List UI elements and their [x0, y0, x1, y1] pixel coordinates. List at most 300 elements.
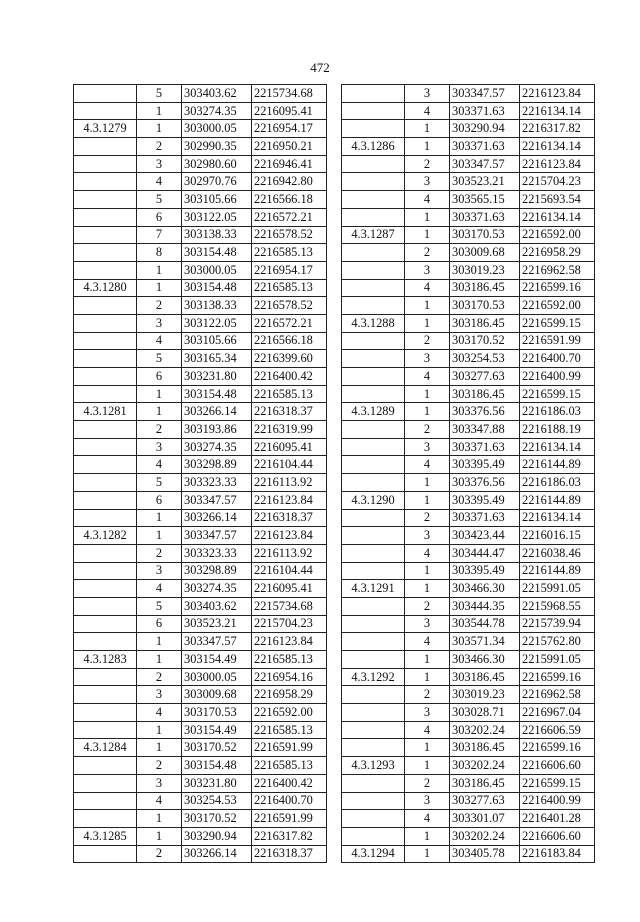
point-number-cell: 2: [405, 509, 450, 527]
point-number-cell: 4: [405, 810, 450, 828]
parcel-id-cell: [74, 810, 137, 828]
parcel-id-cell: [342, 544, 405, 562]
x-coordinate-cell: 303347.57: [450, 155, 520, 173]
parcel-id-cell: [342, 686, 405, 704]
table-row: [342, 757, 595, 775]
y-coordinate-cell: 2216599.16: [520, 668, 595, 686]
x-coordinate-cell: 303019.23: [450, 261, 520, 279]
table-row: [342, 314, 595, 332]
parcel-id-cell: [342, 297, 405, 315]
table-row: [342, 244, 595, 262]
point-number-cell: 2: [137, 845, 182, 863]
x-coordinate-cell: 303371.63: [450, 509, 520, 527]
x-coordinate-cell: 303186.45: [450, 668, 520, 686]
y-coordinate-cell: 2216606.60: [520, 827, 595, 845]
x-coordinate-cell: 302980.60: [182, 155, 252, 173]
point-number-cell: 1: [137, 261, 182, 279]
x-coordinate-cell: 303371.63: [450, 102, 520, 120]
table-row: [342, 438, 595, 456]
table-row: [342, 774, 595, 792]
table-row: [74, 155, 327, 173]
parcel-id-cell: [74, 102, 137, 120]
parcel-id-cell: [74, 314, 137, 332]
point-number-cell: 1: [405, 651, 450, 669]
y-coordinate-cell: 2216318.37: [252, 509, 327, 527]
y-coordinate-cell: 2216592.00: [520, 226, 595, 244]
y-coordinate-cell: 2216599.15: [520, 385, 595, 403]
y-coordinate-cell: 2216134.14: [520, 102, 595, 120]
y-coordinate-cell: 2216318.37: [252, 845, 327, 863]
parcel-id-cell: [74, 845, 137, 863]
parcel-id-cell: [74, 615, 137, 633]
y-coordinate-cell: 2216954.16: [252, 668, 327, 686]
x-coordinate-cell: 303105.66: [182, 191, 252, 209]
point-number-cell: 2: [405, 686, 450, 704]
parcel-id-cell: [74, 686, 137, 704]
y-coordinate-cell: 2215734.68: [252, 85, 327, 103]
y-coordinate-cell: 2216400.42: [252, 368, 327, 386]
point-number-cell: 2: [405, 332, 450, 350]
y-coordinate-cell: 2215704.23: [520, 173, 595, 191]
x-coordinate-cell: 303376.56: [450, 403, 520, 421]
x-coordinate-cell: 303571.34: [450, 633, 520, 651]
table-row: [342, 474, 595, 492]
x-coordinate-cell: 303266.14: [182, 845, 252, 863]
x-coordinate-cell: 303298.89: [182, 562, 252, 580]
table-row: [342, 173, 595, 191]
point-number-cell: 4: [137, 704, 182, 722]
x-coordinate-cell: 303000.05: [182, 668, 252, 686]
y-coordinate-cell: 2216585.13: [252, 757, 327, 775]
point-number-cell: 2: [137, 297, 182, 315]
point-number-cell: 1: [137, 527, 182, 545]
point-number-cell: 1: [405, 314, 450, 332]
x-coordinate-cell: 303376.56: [450, 474, 520, 492]
table-row: [74, 739, 327, 757]
point-number-cell: 5: [137, 191, 182, 209]
x-coordinate-cell: 303347.88: [450, 421, 520, 439]
table-row: [342, 491, 595, 509]
x-coordinate-cell: 303523.21: [450, 173, 520, 191]
point-number-cell: 1: [137, 810, 182, 828]
y-coordinate-cell: 2216599.15: [520, 774, 595, 792]
point-number-cell: 6: [137, 368, 182, 386]
table-row: [74, 173, 327, 191]
point-number-cell: 1: [137, 651, 182, 669]
point-number-cell: 4: [405, 544, 450, 562]
parcel-id-cell: [342, 827, 405, 845]
table-row: [74, 580, 327, 598]
table-row: [342, 421, 595, 439]
point-number-cell: 2: [405, 155, 450, 173]
point-number-cell: 4: [137, 456, 182, 474]
y-coordinate-cell: 2216400.70: [520, 350, 595, 368]
parcel-id-cell: [342, 615, 405, 633]
parcel-id-cell: [342, 244, 405, 262]
point-number-cell: 3: [405, 704, 450, 722]
table-row: [74, 774, 327, 792]
parcel-id-cell: [342, 208, 405, 226]
x-coordinate-cell: 303290.94: [450, 120, 520, 138]
point-number-cell: 4: [405, 368, 450, 386]
point-number-cell: 4: [405, 279, 450, 297]
x-coordinate-cell: 303274.35: [182, 580, 252, 598]
y-coordinate-cell: 2216585.13: [252, 279, 327, 297]
table-row: [342, 739, 595, 757]
point-number-cell: 6: [137, 615, 182, 633]
table-row: [342, 704, 595, 722]
x-coordinate-cell: 303202.24: [450, 757, 520, 775]
parcel-id-cell: [342, 155, 405, 173]
parcel-id-cell: [342, 332, 405, 350]
point-number-cell: 5: [137, 85, 182, 103]
x-coordinate-cell: 303403.62: [182, 85, 252, 103]
x-coordinate-cell: 303122.05: [182, 314, 252, 332]
parcel-id-cell: 4.3.1284: [74, 739, 137, 757]
parcel-id-cell: [342, 527, 405, 545]
parcel-id-cell: [342, 509, 405, 527]
parcel-id-cell: [342, 633, 405, 651]
x-coordinate-cell: 303186.45: [450, 739, 520, 757]
table-row: [74, 85, 327, 103]
parcel-id-cell: [74, 704, 137, 722]
table-row: [74, 757, 327, 775]
parcel-id-cell: [342, 792, 405, 810]
y-coordinate-cell: 2215704.23: [252, 615, 327, 633]
y-coordinate-cell: 2216591.99: [520, 332, 595, 350]
y-coordinate-cell: 2216123.84: [252, 633, 327, 651]
parcel-id-cell: [342, 261, 405, 279]
table-row: [74, 474, 327, 492]
x-coordinate-cell: 303170.52: [450, 332, 520, 350]
x-coordinate-cell: 303186.45: [450, 279, 520, 297]
point-number-cell: 4: [405, 456, 450, 474]
y-coordinate-cell: 2215734.68: [252, 597, 327, 615]
table-row: [74, 544, 327, 562]
x-coordinate-cell: 303277.63: [450, 368, 520, 386]
table-row: [74, 261, 327, 279]
y-coordinate-cell: 2215693.54: [520, 191, 595, 209]
x-coordinate-cell: 303395.49: [450, 562, 520, 580]
point-number-cell: 1: [405, 668, 450, 686]
x-coordinate-cell: 303170.53: [450, 297, 520, 315]
parcel-id-cell: [74, 155, 137, 173]
x-coordinate-cell: 303154.49: [182, 651, 252, 669]
y-coordinate-cell: 2216095.41: [252, 438, 327, 456]
point-number-cell: 2: [405, 597, 450, 615]
table-row: [342, 633, 595, 651]
y-coordinate-cell: 2216585.13: [252, 244, 327, 262]
y-coordinate-cell: 2215968.55: [520, 597, 595, 615]
x-coordinate-cell: 303405.78: [450, 845, 520, 863]
parcel-id-cell: [74, 792, 137, 810]
x-coordinate-cell: 303009.68: [182, 686, 252, 704]
x-coordinate-cell: 303154.48: [182, 279, 252, 297]
point-number-cell: 1: [405, 491, 450, 509]
parcel-id-cell: [74, 244, 137, 262]
table-row: [74, 191, 327, 209]
table-row: [342, 562, 595, 580]
table-row: [342, 686, 595, 704]
table-row: [74, 350, 327, 368]
x-coordinate-cell: 303565.15: [450, 191, 520, 209]
table-row: [74, 226, 327, 244]
x-coordinate-cell: 303170.53: [182, 704, 252, 722]
table-row: [342, 509, 595, 527]
x-coordinate-cell: 303444.47: [450, 544, 520, 562]
table-row: [342, 792, 595, 810]
point-number-cell: 1: [405, 403, 450, 421]
y-coordinate-cell: 2215762.80: [520, 633, 595, 651]
point-number-cell: 4: [137, 580, 182, 598]
y-coordinate-cell: 2216104.44: [252, 456, 327, 474]
y-coordinate-cell: 2216967.04: [520, 704, 595, 722]
y-coordinate-cell: 2216104.44: [252, 562, 327, 580]
y-coordinate-cell: 2216606.59: [520, 721, 595, 739]
parcel-id-cell: [74, 562, 137, 580]
parcel-id-cell: 4.3.1290: [342, 491, 405, 509]
table-row: [342, 615, 595, 633]
x-coordinate-cell: 303403.62: [182, 597, 252, 615]
point-number-cell: 3: [405, 615, 450, 633]
y-coordinate-cell: 2216954.17: [252, 120, 327, 138]
y-coordinate-cell: 2216186.03: [520, 403, 595, 421]
point-number-cell: 4: [405, 721, 450, 739]
point-number-cell: 1: [405, 120, 450, 138]
y-coordinate-cell: 2216317.82: [520, 120, 595, 138]
parcel-id-cell: [342, 120, 405, 138]
point-number-cell: 5: [137, 474, 182, 492]
coordinates-table-left: [73, 84, 327, 863]
table-row: [74, 651, 327, 669]
x-coordinate-cell: 303395.49: [450, 456, 520, 474]
x-coordinate-cell: 303274.35: [182, 438, 252, 456]
point-number-cell: 1: [137, 120, 182, 138]
y-coordinate-cell: 2216592.00: [252, 704, 327, 722]
parcel-id-cell: [342, 191, 405, 209]
x-coordinate-cell: 303423.44: [450, 527, 520, 545]
y-coordinate-cell: 2216134.14: [520, 509, 595, 527]
y-coordinate-cell: 2216095.41: [252, 102, 327, 120]
parcel-id-cell: [74, 633, 137, 651]
x-coordinate-cell: 303154.48: [182, 244, 252, 262]
x-coordinate-cell: 303347.57: [182, 527, 252, 545]
parcel-id-cell: [74, 173, 137, 191]
parcel-id-cell: [74, 580, 137, 598]
point-number-cell: 2: [137, 668, 182, 686]
y-coordinate-cell: 2216591.99: [252, 810, 327, 828]
y-coordinate-cell: 2215739.94: [520, 615, 595, 633]
table-row: [74, 314, 327, 332]
x-coordinate-cell: 303138.33: [182, 226, 252, 244]
parcel-id-cell: [342, 474, 405, 492]
y-coordinate-cell: 2216606.60: [520, 757, 595, 775]
y-coordinate-cell: 2216038.46: [520, 544, 595, 562]
x-coordinate-cell: 303395.49: [450, 491, 520, 509]
point-number-cell: 3: [405, 438, 450, 456]
y-coordinate-cell: 2216578.52: [252, 297, 327, 315]
table-row: [342, 845, 595, 863]
table-row: [74, 279, 327, 297]
point-number-cell: 3: [137, 562, 182, 580]
table-row: [342, 385, 595, 403]
parcel-id-cell: [74, 597, 137, 615]
x-coordinate-cell: 303154.48: [182, 385, 252, 403]
point-number-cell: 7: [137, 226, 182, 244]
parcel-id-cell: 4.3.1283: [74, 651, 137, 669]
table-row: [74, 244, 327, 262]
parcel-id-cell: [342, 704, 405, 722]
parcel-id-cell: 4.3.1280: [74, 279, 137, 297]
point-number-cell: 6: [137, 491, 182, 509]
table-row: [342, 456, 595, 474]
parcel-id-cell: [74, 474, 137, 492]
parcel-id-cell: [342, 350, 405, 368]
y-coordinate-cell: 2216585.13: [252, 721, 327, 739]
y-coordinate-cell: 2216319.99: [252, 421, 327, 439]
parcel-id-cell: [74, 191, 137, 209]
x-coordinate-cell: 303371.63: [450, 138, 520, 156]
y-coordinate-cell: 2216401.28: [520, 810, 595, 828]
parcel-id-cell: 4.3.1292: [342, 668, 405, 686]
table-row: [74, 120, 327, 138]
x-coordinate-cell: 303466.30: [450, 580, 520, 598]
table-row: [74, 633, 327, 651]
parcel-id-cell: [74, 491, 137, 509]
coordinates-table-right-body: [342, 85, 595, 863]
x-coordinate-cell: 302970.76: [182, 173, 252, 191]
table-row: [342, 138, 595, 156]
table-row: [74, 491, 327, 509]
parcel-id-cell: [342, 102, 405, 120]
x-coordinate-cell: 303371.63: [450, 208, 520, 226]
y-coordinate-cell: 2216958.29: [520, 244, 595, 262]
y-coordinate-cell: 2216942.80: [252, 173, 327, 191]
parcel-id-cell: [342, 774, 405, 792]
y-coordinate-cell: 2216123.84: [520, 85, 595, 103]
parcel-id-cell: [342, 721, 405, 739]
x-coordinate-cell: 303028.71: [450, 704, 520, 722]
parcel-id-cell: 4.3.1293: [342, 757, 405, 775]
point-number-cell: 1: [137, 509, 182, 527]
parcel-id-cell: [74, 544, 137, 562]
table-row: [342, 651, 595, 669]
table-row: [342, 155, 595, 173]
parcel-id-cell: [342, 173, 405, 191]
y-coordinate-cell: 2216400.70: [252, 792, 327, 810]
table-row: [74, 527, 327, 545]
point-number-cell: 1: [405, 385, 450, 403]
parcel-id-cell: [74, 456, 137, 474]
table-row: [342, 810, 595, 828]
point-number-cell: 3: [137, 155, 182, 173]
point-number-cell: 3: [137, 686, 182, 704]
x-coordinate-cell: 303170.52: [182, 739, 252, 757]
table-row: [74, 456, 327, 474]
y-coordinate-cell: 2216578.52: [252, 226, 327, 244]
parcel-id-cell: [74, 757, 137, 775]
y-coordinate-cell: 2216123.84: [520, 155, 595, 173]
x-coordinate-cell: 303266.14: [182, 509, 252, 527]
table-row: [74, 562, 327, 580]
table-row: [74, 704, 327, 722]
table-row: [342, 332, 595, 350]
table-row: [342, 597, 595, 615]
point-number-cell: 4: [137, 332, 182, 350]
y-coordinate-cell: 2216585.13: [252, 385, 327, 403]
point-number-cell: 1: [137, 102, 182, 120]
point-number-cell: 6: [137, 208, 182, 226]
table-row: [74, 615, 327, 633]
y-coordinate-cell: 2216962.58: [520, 686, 595, 704]
y-coordinate-cell: 2216566.18: [252, 191, 327, 209]
x-coordinate-cell: 303254.53: [450, 350, 520, 368]
parcel-id-cell: 4.3.1291: [342, 580, 405, 598]
table-row: [74, 368, 327, 386]
y-coordinate-cell: 2216400.42: [252, 774, 327, 792]
y-coordinate-cell: 2216946.41: [252, 155, 327, 173]
table-row: [74, 845, 327, 863]
y-coordinate-cell: 2216950.21: [252, 138, 327, 156]
point-number-cell: 1: [137, 633, 182, 651]
table-row: [342, 120, 595, 138]
y-coordinate-cell: 2216188.19: [520, 421, 595, 439]
y-coordinate-cell: 2216186.03: [520, 474, 595, 492]
parcel-id-cell: 4.3.1288: [342, 314, 405, 332]
point-number-cell: 1: [137, 721, 182, 739]
y-coordinate-cell: 2216592.00: [520, 297, 595, 315]
y-coordinate-cell: 2216572.21: [252, 208, 327, 226]
parcel-id-cell: [74, 385, 137, 403]
point-number-cell: 3: [137, 438, 182, 456]
y-coordinate-cell: 2216123.84: [252, 527, 327, 545]
point-number-cell: 1: [405, 138, 450, 156]
y-coordinate-cell: 2216317.82: [252, 827, 327, 845]
parcel-id-cell: 4.3.1285: [74, 827, 137, 845]
x-coordinate-cell: 303138.33: [182, 297, 252, 315]
table-row: [342, 544, 595, 562]
y-coordinate-cell: 2215991.05: [520, 580, 595, 598]
y-coordinate-cell: 2216399.60: [252, 350, 327, 368]
point-number-cell: 3: [405, 85, 450, 103]
table-row: [342, 191, 595, 209]
parcel-id-cell: [74, 438, 137, 456]
table-row: [74, 721, 327, 739]
parcel-id-cell: [74, 208, 137, 226]
y-coordinate-cell: 2216183.84: [520, 845, 595, 863]
parcel-id-cell: [342, 385, 405, 403]
point-number-cell: 3: [405, 792, 450, 810]
table-row: [342, 85, 595, 103]
y-coordinate-cell: 2216585.13: [252, 651, 327, 669]
x-coordinate-cell: 303202.24: [450, 721, 520, 739]
point-number-cell: 3: [405, 261, 450, 279]
table-row: [74, 792, 327, 810]
parcel-id-cell: [74, 350, 137, 368]
parcel-id-cell: [342, 438, 405, 456]
x-coordinate-cell: 303254.53: [182, 792, 252, 810]
table-row: [74, 138, 327, 156]
parcel-id-cell: [74, 332, 137, 350]
parcel-id-cell: [74, 774, 137, 792]
y-coordinate-cell: 2216134.14: [520, 438, 595, 456]
y-coordinate-cell: 2216113.92: [252, 474, 327, 492]
table-row: [342, 668, 595, 686]
point-number-cell: 2: [137, 138, 182, 156]
x-coordinate-cell: 303544.78: [450, 615, 520, 633]
x-coordinate-cell: 303323.33: [182, 544, 252, 562]
parcel-id-cell: [342, 85, 405, 103]
